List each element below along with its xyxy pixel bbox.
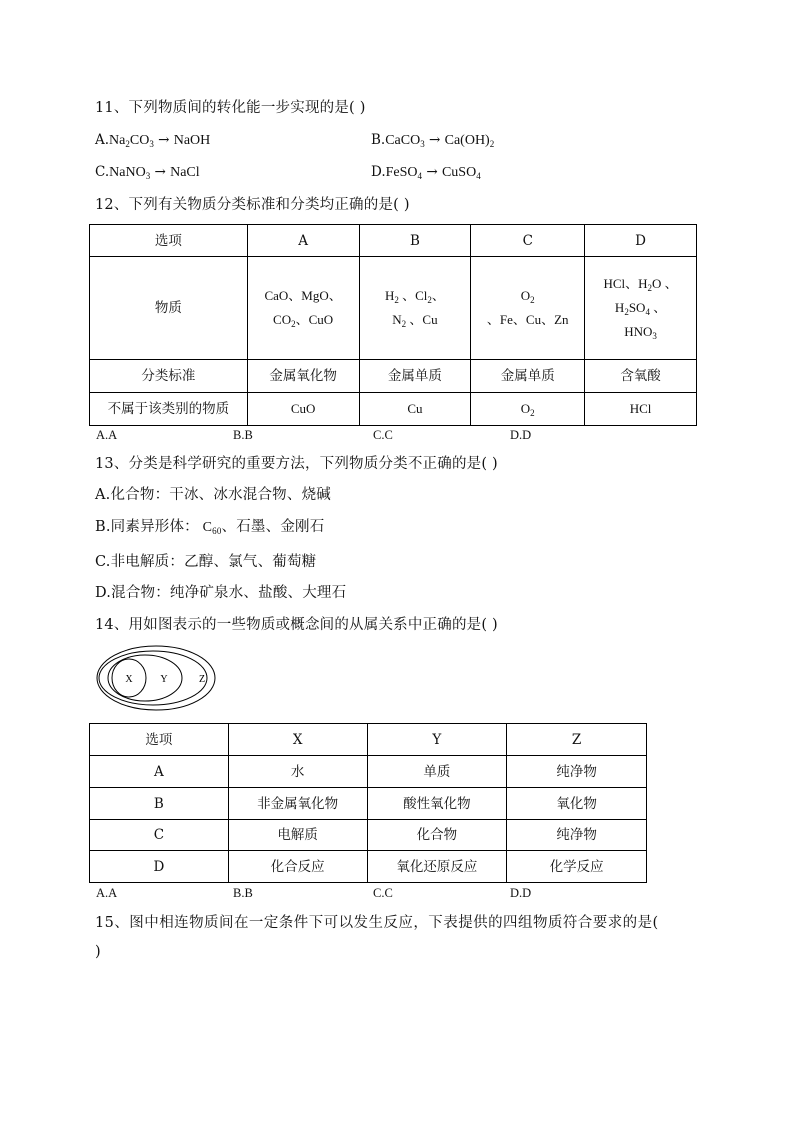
venn-diagram xyxy=(95,645,220,713)
table-row xyxy=(90,360,697,393)
formula: $Ca(OH)_2$ xyxy=(444,133,495,149)
q15-stem-end: ) xyxy=(95,944,101,960)
table-cell: Y xyxy=(367,724,507,756)
table-cell: $O_2$ xyxy=(471,393,585,426)
arrow-icon: → xyxy=(158,132,170,148)
answer-option-d[interactable]: D.D xyxy=(510,886,532,900)
table-cell: 物质 xyxy=(90,257,248,360)
table-cell: 含氧酸 xyxy=(585,360,697,393)
arrow-icon: → xyxy=(426,164,438,180)
table-cell: 不属于该类别的物质 xyxy=(90,393,248,426)
table-cell: 化合反应 xyxy=(228,851,367,883)
table-cell: $H_2$ 、$Cl_2$、 $N_2$ 、Cu xyxy=(359,257,471,360)
q13-option-d[interactable]: D.混合物：纯净矿泉水、盐酸、大理石 xyxy=(95,585,347,601)
arrow-icon: → xyxy=(154,164,166,180)
table-cell: HCl xyxy=(585,393,697,426)
table-cell: C xyxy=(471,225,585,257)
table-cell: 氧化物 xyxy=(507,788,647,820)
table-cell: 纯净物 xyxy=(507,756,647,788)
formula: $C_{60}$ xyxy=(198,520,222,536)
table-cell: 非金属氧化物 xyxy=(228,788,367,820)
table-cell: CuO xyxy=(247,393,359,426)
formula: $Na_2CO_3$ xyxy=(109,133,154,149)
answer-option-a[interactable]: A.A xyxy=(96,886,118,900)
label-x: X xyxy=(125,674,133,685)
table-header-row xyxy=(90,225,697,257)
q12-stem: 12、下列有关物质分类标准和分类均正确的是( ) xyxy=(95,197,410,213)
ellipse-z-inner xyxy=(99,651,207,705)
formula: CaCO$_3$ xyxy=(385,133,425,149)
q12-table xyxy=(89,224,697,426)
table-cell: B xyxy=(90,788,229,820)
table-cell: 化学反应 xyxy=(507,851,647,883)
table-cell: D xyxy=(585,225,697,257)
table-cell: A xyxy=(90,756,229,788)
table-cell: 金属氧化物 xyxy=(247,360,359,393)
answer-option-a[interactable]: A.A xyxy=(96,428,118,442)
q11-option-c[interactable]: C.NaNO$_3$ → NaCl xyxy=(95,164,200,181)
answer-option-b[interactable]: B.B xyxy=(233,886,253,900)
table-row xyxy=(90,257,697,360)
table-cell: 金属单质 xyxy=(359,360,471,393)
answer-option-d[interactable]: D.D xyxy=(510,428,532,442)
table-cell: A xyxy=(247,225,359,257)
table-cell: 水 xyxy=(228,756,367,788)
q13-option-a[interactable]: A.化合物：干冰、冰水混合物、烧碱 xyxy=(95,487,331,503)
label-y: Y xyxy=(160,674,168,685)
table-header-row xyxy=(90,724,647,756)
answer-option-c[interactable]: C.C xyxy=(373,886,393,900)
formula: NaNO$_3$ xyxy=(109,165,151,181)
q14-answer-options xyxy=(0,885,794,901)
q12-answer-options xyxy=(0,427,794,443)
q15-stem: 15、图中相连物质间在一定条件下可以发生反应，下表提供的四组物质符合要求的是( xyxy=(95,915,659,931)
table-cell: 电解质 xyxy=(228,820,367,851)
answer-option-c[interactable]: C.C xyxy=(373,428,393,442)
table-row xyxy=(90,851,647,883)
q11-option-a[interactable]: $A.Na_2CO_3$ → NaOH xyxy=(95,132,211,149)
table-cell: D xyxy=(90,851,229,883)
table-cell: Cu xyxy=(359,393,471,426)
table-cell: B xyxy=(359,225,471,257)
table-cell: 选项 xyxy=(90,724,229,756)
q11-option-b[interactable]: B.CaCO$_3$ → $Ca(OH)_2$ xyxy=(371,132,495,149)
table-cell: HCl、$H_2O$ 、 $H_2SO_4$ 、 $HNO_3$ xyxy=(585,257,697,360)
table-cell: $O_2$ 、Fe、Cu、Zn xyxy=(471,257,585,360)
table-cell: 选项 xyxy=(90,225,248,257)
label-z: Z xyxy=(198,674,206,685)
table-row xyxy=(90,393,697,426)
formula: CuSO$_4$ xyxy=(441,165,481,181)
table-row xyxy=(90,788,647,820)
table-cell: 酸性氧化物 xyxy=(367,788,507,820)
answer-option-b[interactable]: B.B xyxy=(233,428,253,442)
table-row xyxy=(90,820,647,851)
table-cell: Z xyxy=(507,724,647,756)
table-row xyxy=(90,756,647,788)
q14-stem: 14、用如图表示的一些物质或概念间的从属关系中正确的是( ) xyxy=(95,617,498,633)
q13-option-b[interactable]: B.同素异形体： $C_{60}$、石墨、金刚石 xyxy=(95,519,325,536)
q11-stem: 11、下列物质间的转化能一步实现的是( ) xyxy=(95,100,366,116)
table-cell: 分类标准 xyxy=(90,360,248,393)
q13-option-c[interactable]: C.非电解质：乙醇、氯气、葡萄糖 xyxy=(95,554,317,570)
table-cell: 化合物 xyxy=(367,820,507,851)
table-cell: 单质 xyxy=(367,756,507,788)
arrow-icon: → xyxy=(429,132,441,148)
q14-table xyxy=(89,723,647,883)
table-cell: 纯净物 xyxy=(507,820,647,851)
table-cell: 氧化还原反应 xyxy=(367,851,507,883)
table-cell: C xyxy=(90,820,229,851)
table-cell: X xyxy=(228,724,367,756)
table-cell: 金属单质 xyxy=(471,360,585,393)
table-cell: CaO、MgO、 $CO_2$、CuO xyxy=(247,257,359,360)
q13-stem: 13、分类是科学研究的重要方法，下列物质分类不正确的是( ) xyxy=(95,456,498,472)
q11-option-d[interactable]: D.FeSO$_4$ → CuSO$_4$ xyxy=(371,164,481,181)
formula: FeSO$_4$ xyxy=(385,165,423,181)
